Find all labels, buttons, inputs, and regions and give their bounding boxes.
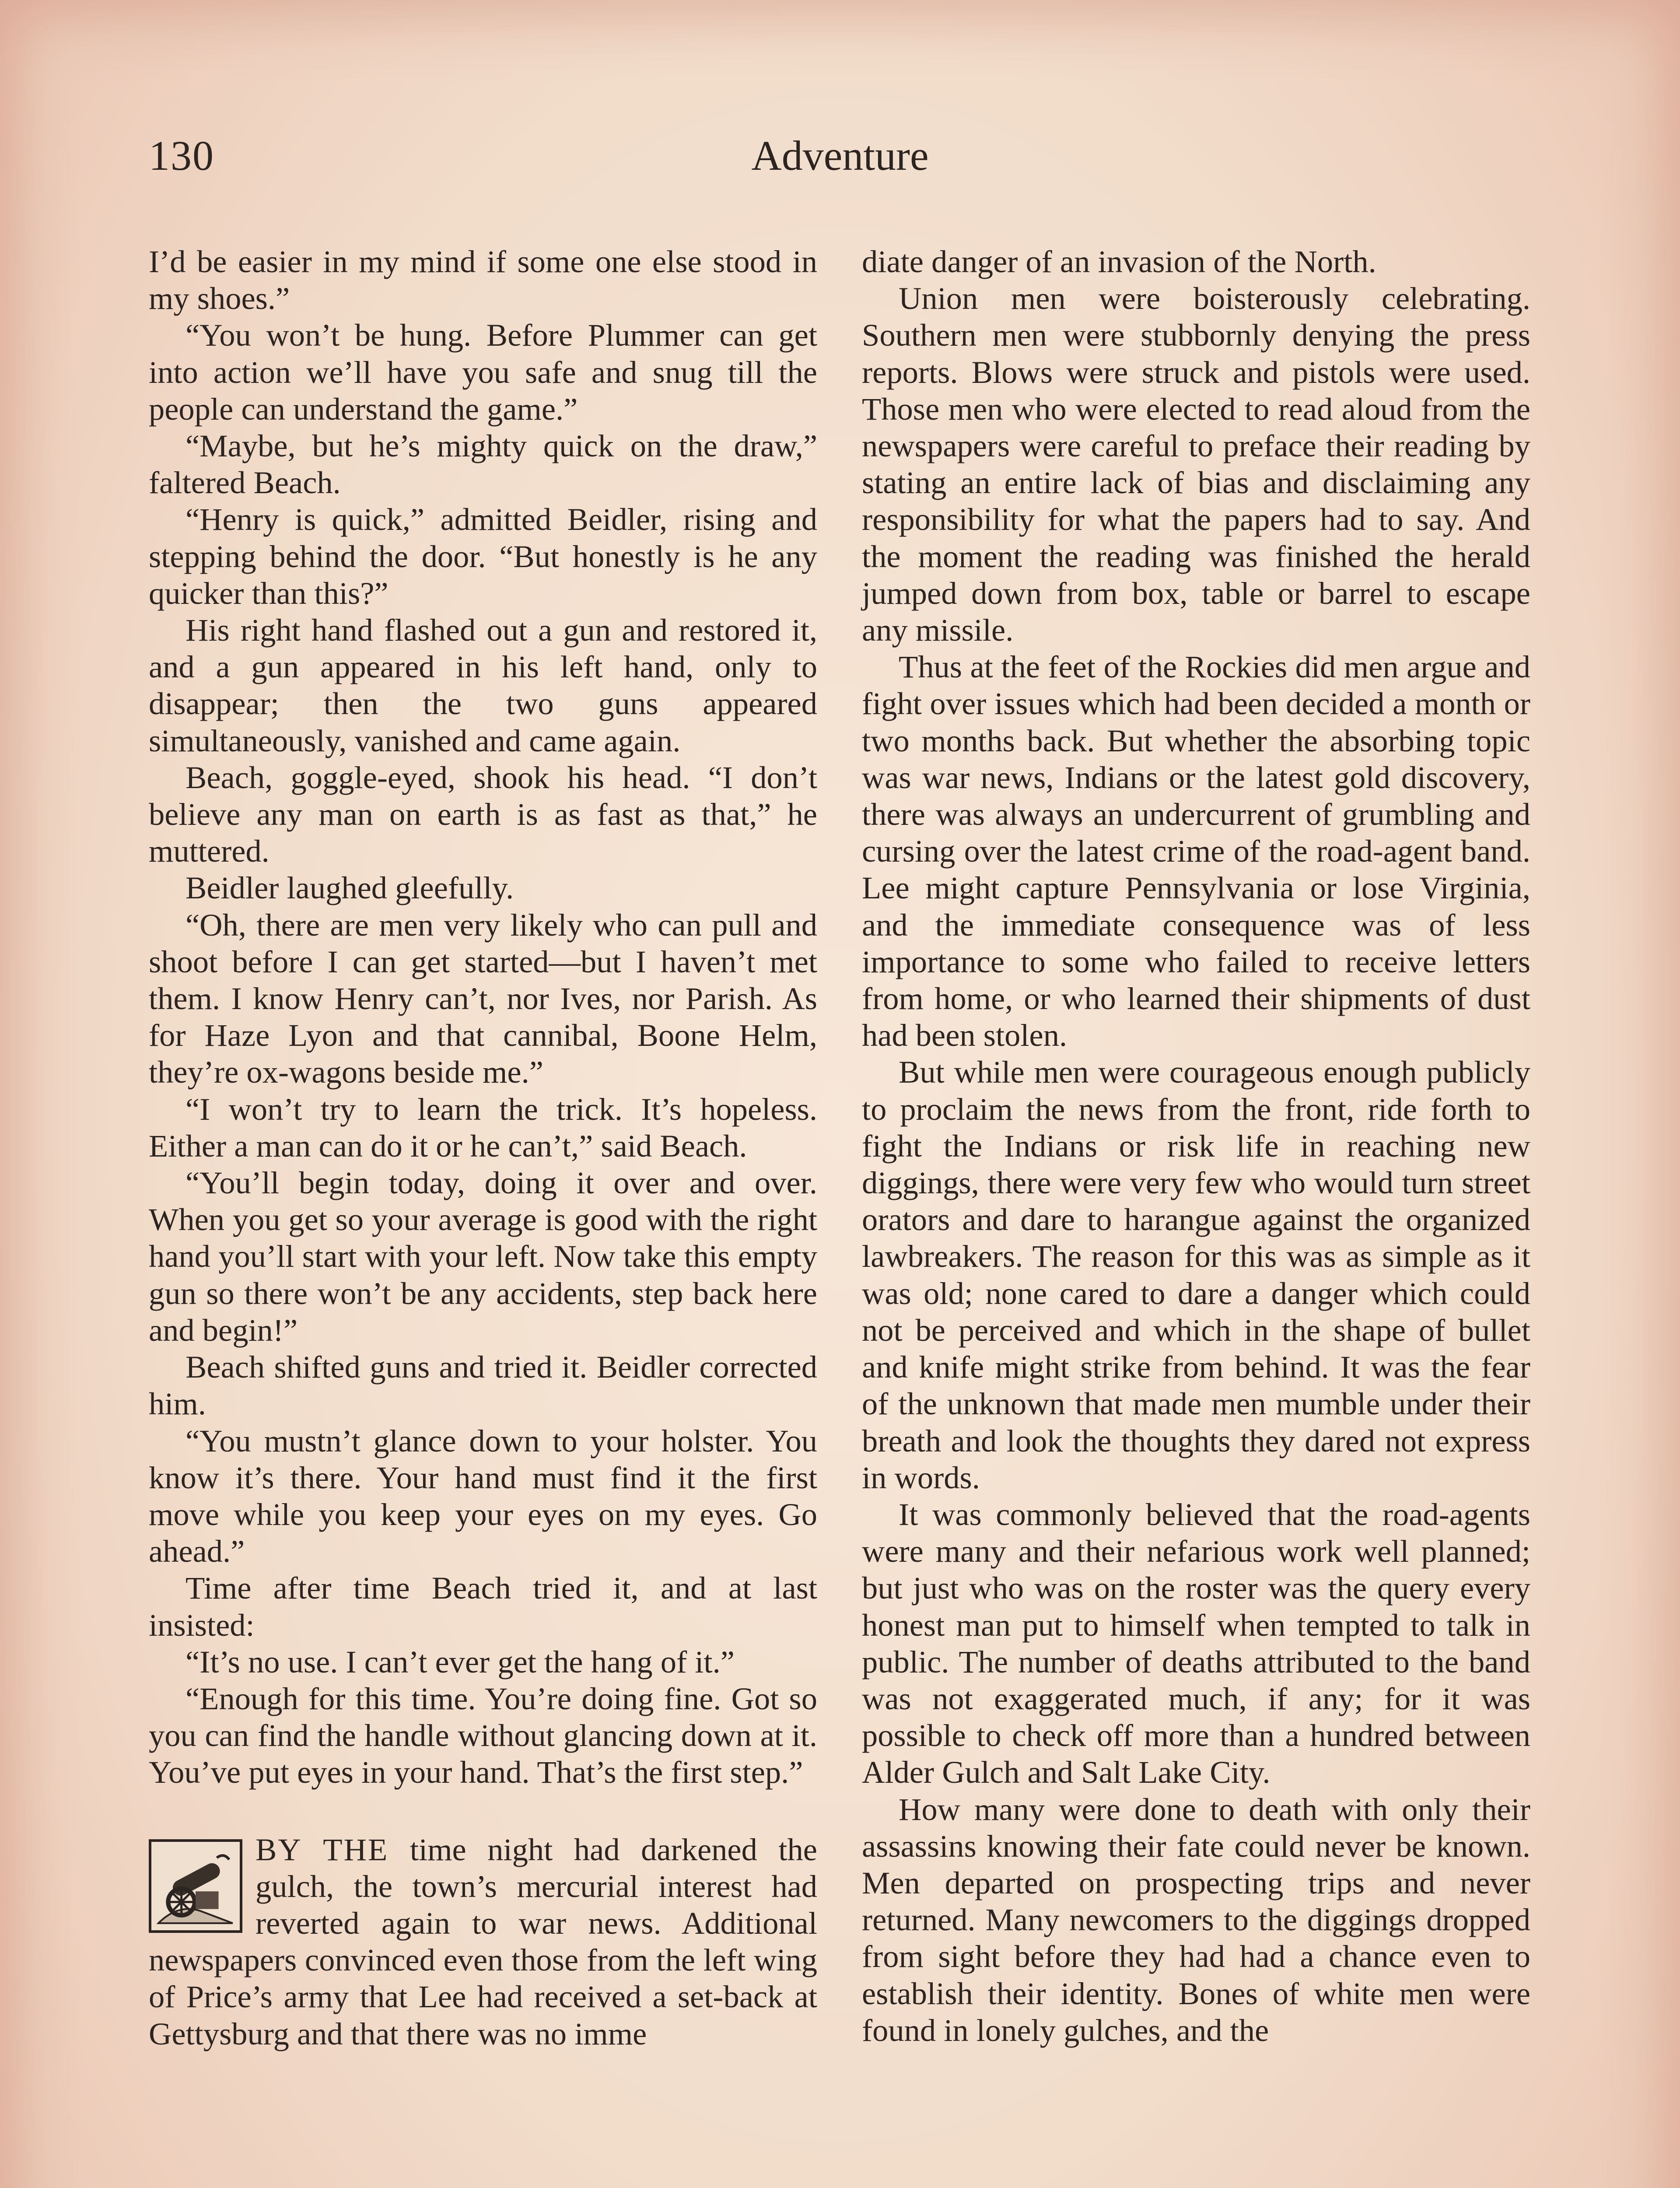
paragraph: “Henry is quick,” admitted Beidler, rising and stepping behind the door. “But honestly is he any quicker than this?” [149,501,817,611]
right-text-column [862,243,1530,2049]
section-lead-text: time night had darkened the gulch, the town’s mercurial interest had reverted again to war news. Additional newspapers convinced even those from the left wing of Price’s army that Lee had received a set-back at Gettysburg and that there was no imme [149,1831,817,2051]
left-text-column [149,243,817,2052]
paragraph: “Oh, there are men very likely who can pull and shoot before I can get started—but I haven’t met them. I know Henry can’t, nor Ives, nor Parish. As for Haze Lyon and that cannibal, Boone Helm, they’re ox-wagons beside me.” [149,907,817,1090]
paragraph: I’d be easier in my mind if some one else stood in my shoes.” [149,244,817,316]
paragraph: Thus at the feet of the Rockies did men argue and fight over issues which had been decided a month or two months back. But whether the absorbing topic was war news, Indians or the latest gold discovery, there was always an undercurrent of grumbling and cursing over the latest crime of the road-agent band. Lee might capture Pennsylvania or lose Virginia, and the immediate consequence was of less importance to some who failed to receive letters from home, or who learned their shipments of dust had been stolen. [862,649,1530,1053]
section-break [149,1831,817,2052]
page-number: 130 [149,132,214,179]
paragraph: His right hand flashed out a gun and restored it, and a gun appeared in his left hand, only to disappear; then the two guns appeared simultaneously, vanished and came again. [149,612,817,758]
paragraph: “I won’t try to learn the trick. It’s hopeless. Either a man can do it or he can’t,” said Beach. [149,1091,817,1164]
paragraph: It was commonly believed that the road-agents were many and their nefarious work well planned; but just who was on the roster was the query every honest man put to himself when tempted to talk in public. The number of deaths attributed to the band was not exaggerated much, if any; for it was possible to check off more than a hundred between Alder Gulch and Salt Lake City. [862,1496,1530,1790]
section-lead-smallcaps: BY THE [256,1831,389,1867]
paragraph: Union men were boisterously celebrating. Southern men were stubbornly denying the press reports. Blows were struck and pistols were used. Those men who were elected to read aloud from the newspapers were careful to preface their reading by stating an entire lack of bias and disclaiming any responsibility for what the papers had to say. And the moment the reading was finished the herald jumped down from box, table or barrel to escape any missile. [862,281,1530,648]
running-title: Adventure [751,132,929,179]
paragraph: “You won’t be hung. Before Plummer can get into action we’ll have you safe and snug till the people can understand the game.” [149,317,817,427]
section-lead-paragraph [149,1831,817,2052]
paragraph: Beach shifted guns and tried it. Beidler corrected him. [149,1349,817,1422]
paragraph: Beach, goggle-eyed, shook his head. “I don’t believe any man on earth is as fast as that,” he muttered. [149,759,817,869]
paragraph: “Enough for this time. You’re doing fine. Got so you can find the handle without glancing down at it. You’ve put eyes in your hand. That’s the first step.” [149,1680,817,1790]
cannon-vignette-icon [149,1839,242,1933]
paragraph: “You’ll begin today, doing it over and over. When you get so your average is good with the right hand you’ll start with your left. Now take this empty gun so there won’t be any accidents, step back here and begin!” [149,1165,817,1348]
paragraph: But while men were courageous enough publicly to proclaim the news from the front, ride forth to fight the Indians or risk life in reaching new diggings, there were very few who would turn street orators and dare to harangue against the organized lawbreakers. The reason for this was as simple as it was old; none cared to dare a danger which could not be perceived and which in the shape of bullet and knife might strike from behind. It was the fear of the unknown that made men mumble under their breath and look the thoughts they dared not express in words. [862,1054,1530,1495]
paragraph: Time after time Beach tried it, and at last insisted: [149,1570,817,1643]
paragraph: Beidler laughed gleefully. [186,870,514,906]
paragraph: “You mustn’t glance down to your holster. You know it’s there. Your hand must find it the first move while you keep your eyes on my eyes. Go ahead.” [149,1423,817,1569]
paragraph: “Maybe, but he’s mighty quick on the draw,” faltered Beach. [149,428,817,501]
paragraph: How many were done to death with only their assassins knowing their fate could never be known. Men departed on prospecting trips and never returned. Many newcomers to the diggings dropped from sight before they had had a chance even to establish their identity. Bones of white men were found in lonely gulches, and the [862,1791,1530,2048]
paragraph-continuation: diate danger of an invasion of the North. [862,244,1376,279]
paragraph: “It’s no use. I can’t ever get the hang of it.” [186,1644,735,1680]
page-header [149,131,1531,193]
